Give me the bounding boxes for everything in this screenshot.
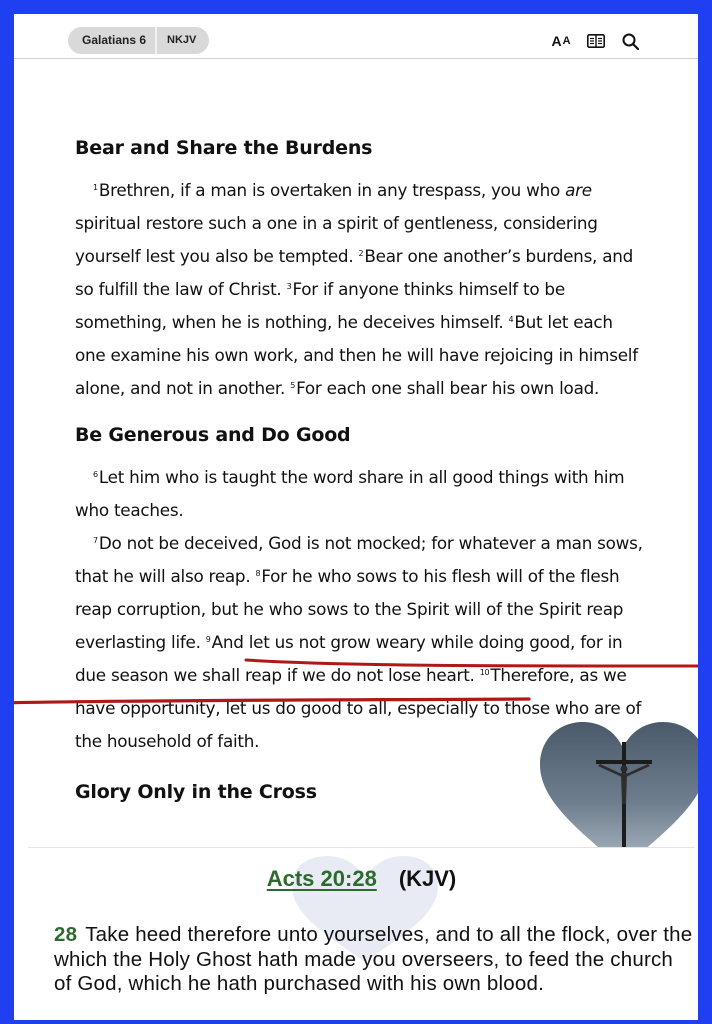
verse-number: 5	[290, 381, 296, 390]
version-button[interactable]: NKJV	[167, 34, 197, 46]
verse-number: 1	[93, 183, 98, 192]
verse-number: 9	[205, 635, 211, 644]
verse-reference-link[interactable]: Acts 20:28	[266, 866, 377, 891]
book-chapter-button[interactable]: Galatians 6	[68, 27, 157, 54]
verse-number: 2	[358, 249, 364, 258]
aa-small-glyph: A	[562, 35, 571, 47]
verse-number: 10	[479, 668, 490, 677]
verse-text: Take heed therefore unto yourselves, and to all the flock, over the which the Holy Ghost hath made you overseers, to feed the church of God, which he hath purchased with his own blood.	[54, 923, 693, 995]
verse-card-title	[28, 866, 695, 892]
verse-text: Bear one another’s burdens, and so fulfill the law of Christ.	[75, 246, 634, 299]
verse-text: For if anyone thinks himself to be something, when he is nothing, he deceives himself.	[75, 279, 565, 332]
verse-version-label: (KJV)	[398, 866, 457, 891]
highlighted-verse-text[interactable]: And let us not grow weary while doing good, for in due season we shall reap if we do not lose heart.	[75, 632, 623, 685]
verse-text: For he who sows to his flesh will of the flesh reap corruption, but he who sows to the Spirit will of the Spirit reap everlasting life.	[75, 566, 624, 652]
section-heading: Be Generous and Do Good	[75, 424, 351, 446]
aa-large-glyph: A	[551, 33, 562, 49]
section-heading: Bear and Share the Burdens	[75, 137, 373, 159]
verse-number: 3	[286, 282, 292, 291]
verse-number: 7	[93, 536, 98, 545]
verse-text: But let each one examine his own work, and then he will have rejoicing in himself alone, and not in another.	[75, 312, 638, 398]
verse-text-italic: are	[565, 180, 592, 200]
bible-reader-page	[14, 14, 698, 1020]
section-heading: Glory Only in the Cross	[75, 781, 317, 803]
verse-number: 4	[508, 315, 514, 324]
verse-number: 8	[255, 569, 261, 578]
verse-text: Do not be deceived, God is not mocked; for whatever a man sows, that he will also reap.	[75, 533, 643, 586]
verse-text: Let him who is taught the word share in all good things with him who teaches.	[75, 467, 625, 520]
verse-text: Brethren, if a man is overtaken in any trespass, you who	[98, 180, 566, 200]
verse-text: For each one shall bear his own load.	[296, 378, 600, 398]
verse-text: Therefore, as we have opportunity, let us do good to all, especially to those who are of the household of faith.	[75, 665, 642, 751]
verse-card-text	[54, 923, 694, 997]
verse-number: 28	[54, 923, 78, 946]
verse-card	[28, 847, 695, 1020]
verse-text: spiritual restore such a one in a spirit of gentleness, considering yourself lest you also be tempted.	[75, 213, 598, 266]
verse-number: 6	[93, 470, 98, 479]
